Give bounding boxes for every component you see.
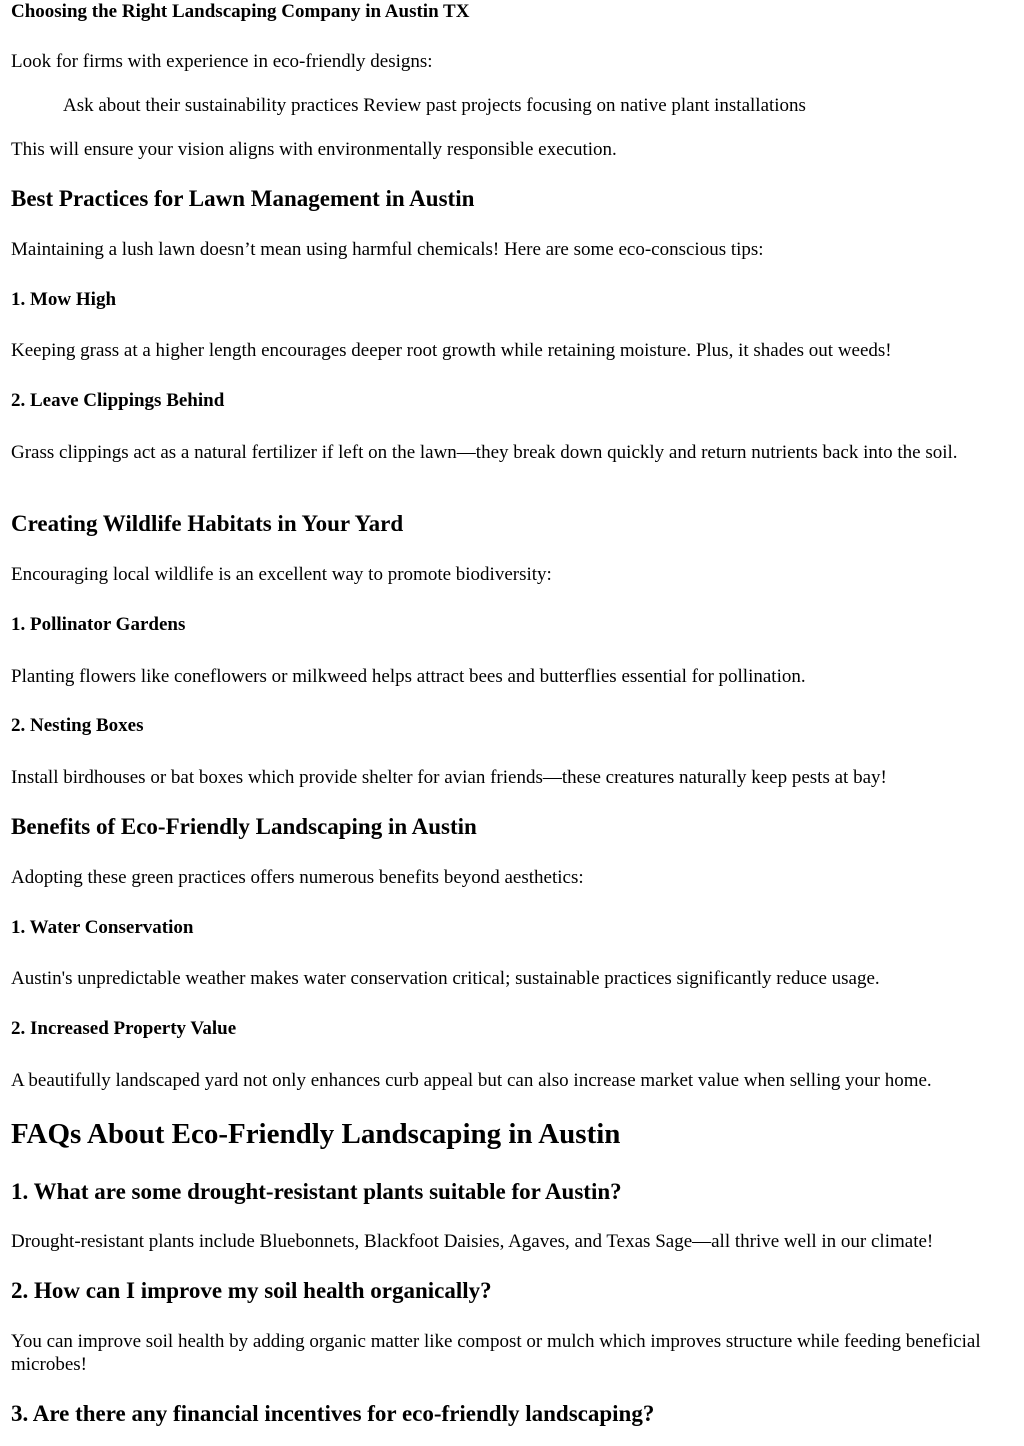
paragraph-pollinator-gardens: Planting flowers like coneflowers or milkweed helps attract bees and butterflies essential for pollination.	[11, 666, 806, 687]
paragraph-leave-clippings: Grass clippings act as a natural fertilizer if left on the lawn—they break down quickly and return nutrients back into the soil.	[11, 442, 958, 463]
faq-question-2: 2. How can I improve my soil health organically?	[11, 1278, 492, 1303]
heading-lawn: Best Practices for Lawn Management in Austin	[11, 186, 475, 211]
paragraph-nesting-boxes: Install birdhouses or bat boxes which provide shelter for avian friends—these creatures naturally keep pests at bay!	[11, 767, 887, 788]
faq-question-3: 3. Are there any financial incentives for eco-friendly landscaping?	[11, 1401, 655, 1426]
subheading-water-conservation: 1. Water Conservation	[11, 917, 194, 938]
heading-faqs: FAQs About Eco-Friendly Landscaping in Austin	[11, 1118, 621, 1150]
subheading-pollinator-gardens: 1. Pollinator Gardens	[11, 614, 186, 635]
paragraph-lawn-intro: Maintaining a lush lawn doesn’t mean using harmful chemicals! Here are some eco-conscious tips:	[11, 239, 764, 260]
paragraph-benefits-intro: Adopting these green practices offers numerous benefits beyond aesthetics:	[11, 867, 584, 888]
paragraph-property-value: A beautifully landscaped yard not only enhances curb appeal but can also increase market value when selling your home.	[11, 1070, 932, 1091]
subheading-mow-high: 1. Mow High	[11, 289, 117, 310]
paragraph-mow-high: Keeping grass at a higher length encourages deeper root growth while retaining moisture. Plus, it shades out weeds!	[11, 340, 892, 361]
faq-answer-1: Drought-resistant plants include Bluebonnets, Blackfoot Daisies, Agaves, and Texas Sage—all thrive well in our climate!	[11, 1231, 934, 1252]
paragraph-choosing-indented: Ask about their sustainability practices Review past projects focusing on native plant installations	[63, 95, 806, 116]
heading-benefits: Benefits of Eco-Friendly Landscaping in Austin	[11, 814, 477, 839]
paragraph-water-conservation: Austin's unpredictable weather makes water conservation critical; sustainable practices significantly reduce usage.	[11, 968, 880, 989]
heading-choosing: Choosing the Right Landscaping Company in Austin TX	[11, 1, 470, 22]
heading-wildlife: Creating Wildlife Habitats in Your Yard	[11, 511, 404, 536]
subheading-property-value: 2. Increased Property Value	[11, 1018, 237, 1039]
paragraph-choosing-outro: This will ensure your vision aligns with environmentally responsible execution.	[11, 139, 617, 160]
faq-question-1: 1. What are some drought-resistant plants suitable for Austin?	[11, 1179, 622, 1204]
paragraph-choosing-intro: Look for firms with experience in eco-friendly designs:	[11, 51, 433, 72]
faq-answer-2: You can improve soil health by adding organic matter like compost or mulch which improves structure while feeding beneficial microbes!	[11, 1331, 981, 1375]
subheading-nesting-boxes: 2. Nesting Boxes	[11, 715, 144, 736]
subheading-leave-clippings: 2. Leave Clippings Behind	[11, 390, 225, 411]
paragraph-wildlife-intro: Encouraging local wildlife is an excellent way to promote biodiversity:	[11, 564, 552, 585]
